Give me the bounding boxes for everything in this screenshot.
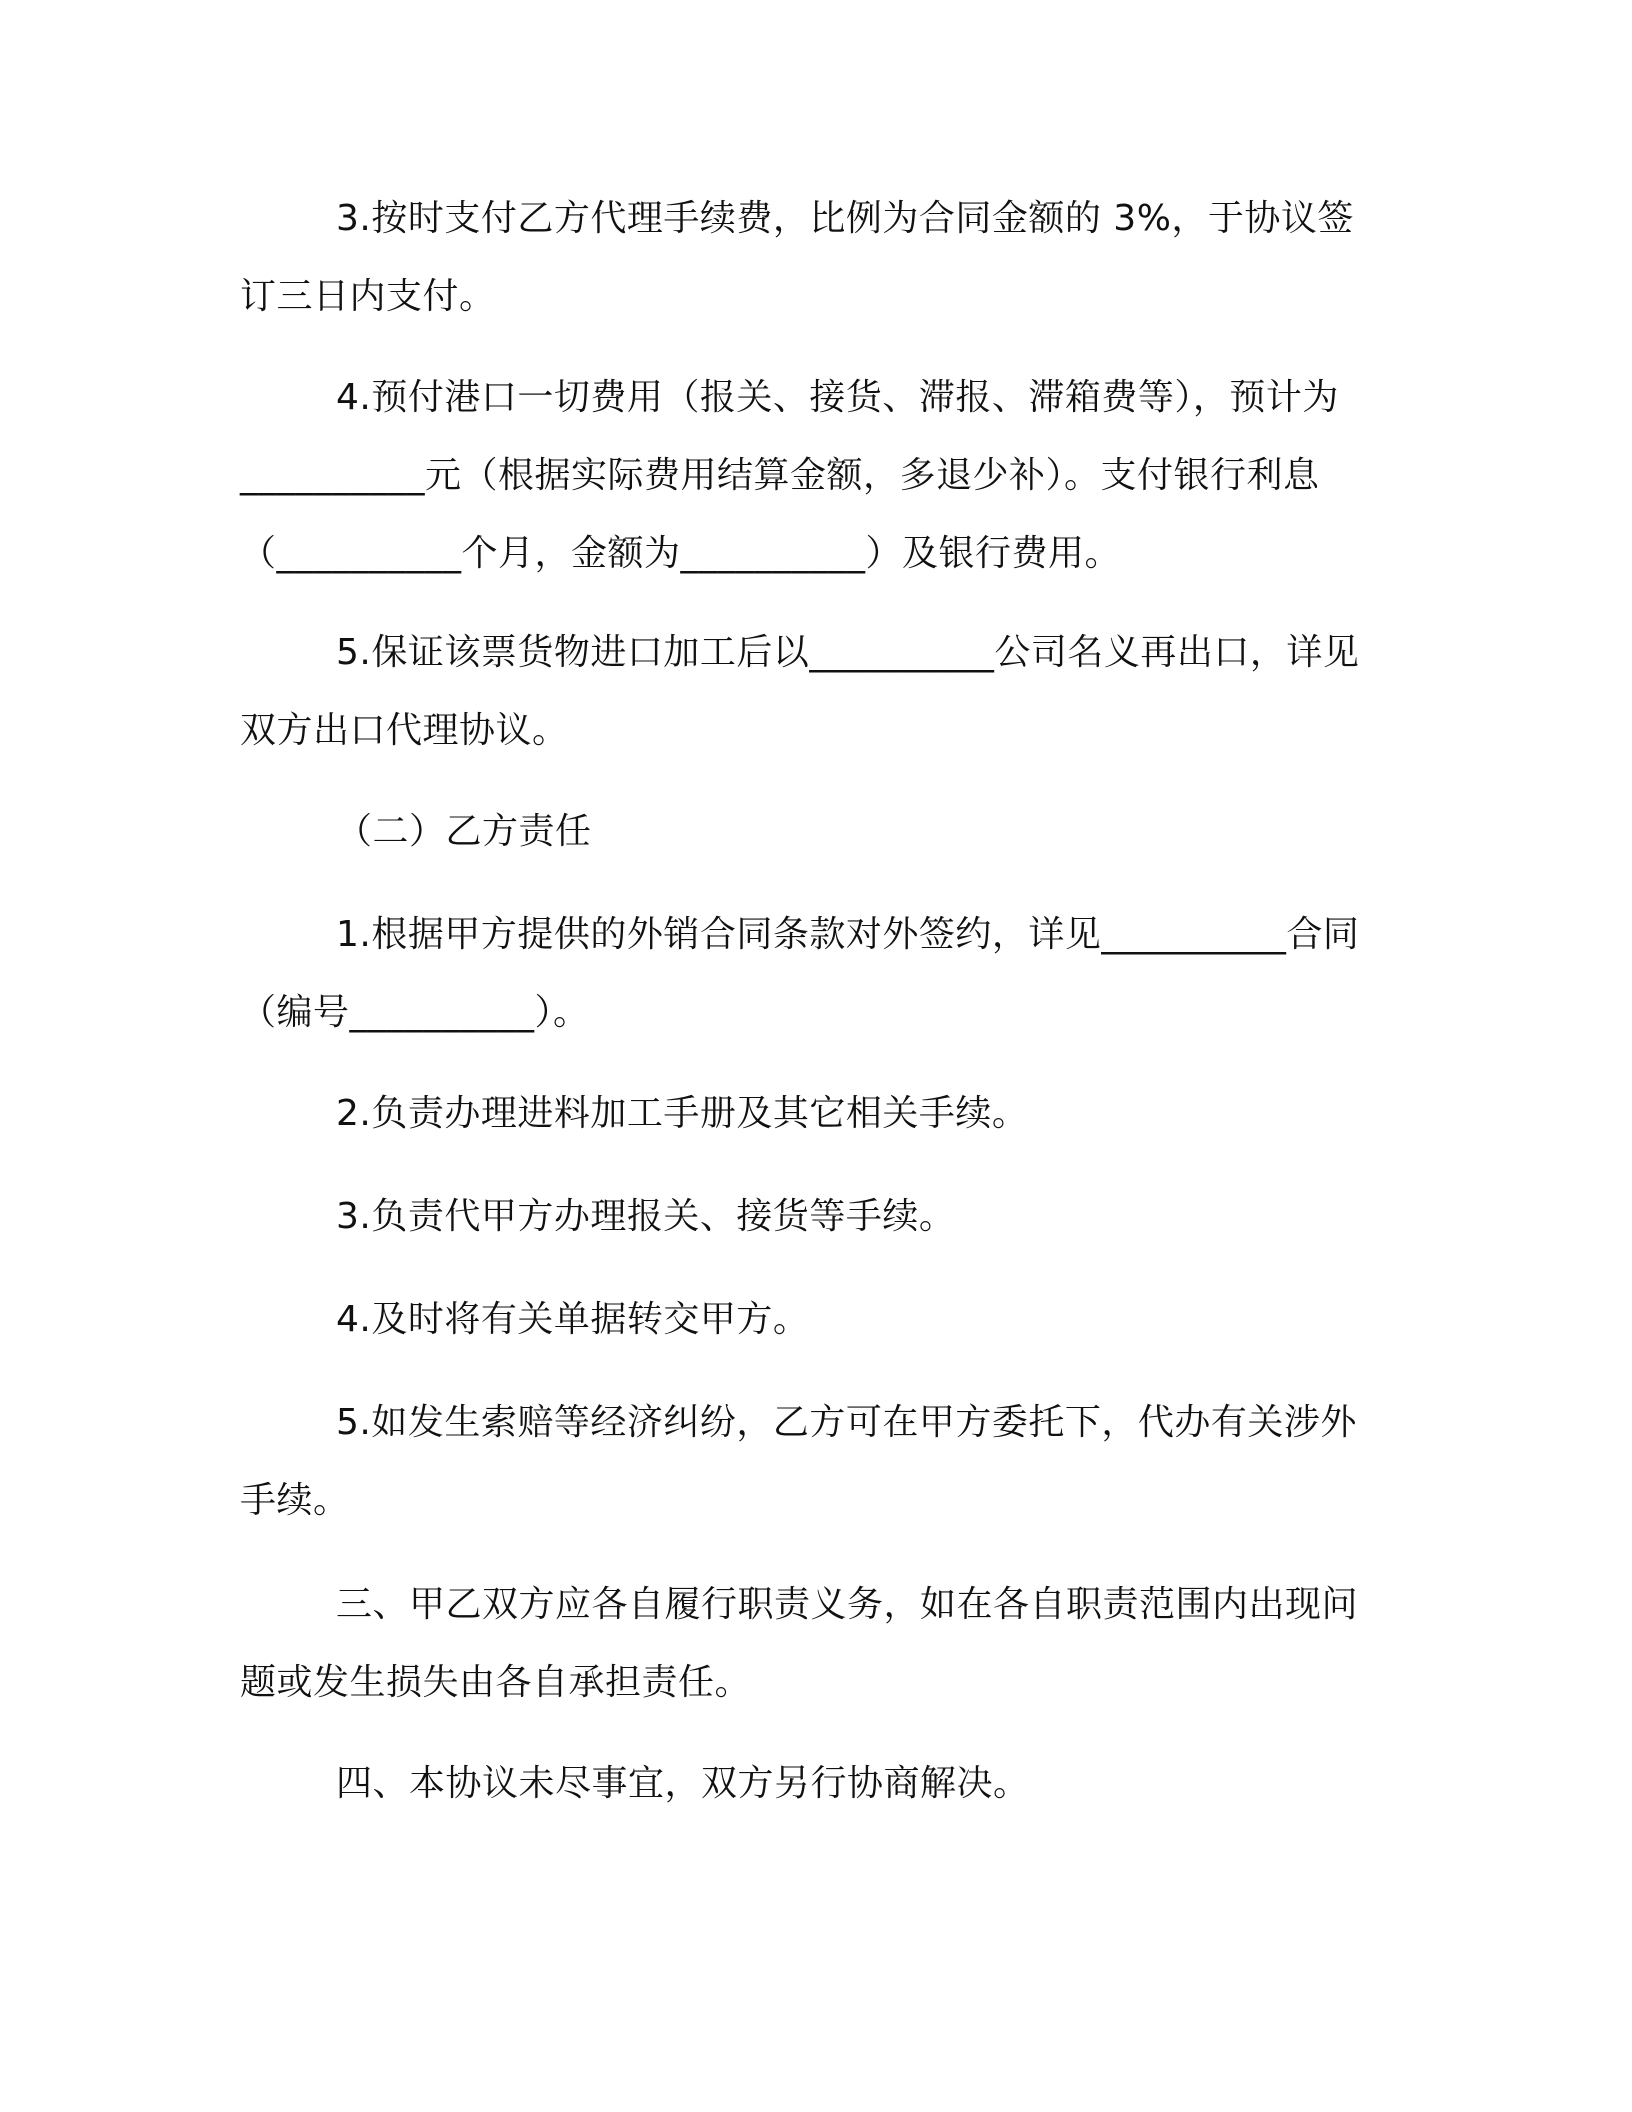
section-heading-text: （二）乙方责任 <box>336 811 592 852</box>
paragraph-line: 四、本协议未尽事宜，双方另行协商解决。 <box>336 1763 1030 1804</box>
paragraph-agent-fee <box>240 180 1380 336</box>
section-heading-party-b <box>240 793 1380 871</box>
paragraph-line: 3.按时支付乙方代理手续费，比例为合同金额的 3%，于协议签 <box>336 198 1354 239</box>
paragraph-customs <box>240 1178 1380 1256</box>
paragraph-line: （编号__________）。 <box>240 992 590 1033</box>
paragraph-line: 5.如发生索赔等经济纠纷，乙方可在甲方委托下，代办有关涉外 <box>336 1402 1357 1443</box>
paragraph-line: 题或发生损失由各自承担责任。 <box>240 1662 752 1703</box>
paragraph-processing-manual <box>240 1075 1380 1153</box>
paragraph-line: __________元（根据实际费用结算金额，多退少补）。支付银行利息 <box>240 455 1320 496</box>
paragraph-line: 3.负责代甲方办理报关、接货等手续。 <box>336 1196 956 1237</box>
paragraph-port-fees <box>240 359 1380 593</box>
paragraph-line: 4.预付港口一切费用（报关、接货、滞报、滞箱费等），预计为 <box>336 377 1339 418</box>
paragraph-documents <box>240 1281 1380 1359</box>
paragraph-line: 订三日内支付。 <box>240 276 496 317</box>
paragraph-line: 双方出口代理协议。 <box>240 710 569 751</box>
paragraph-line: 三、甲乙双方应各自履行职责义务，如在各自职责范围内出现问 <box>336 1584 1359 1625</box>
paragraph-responsibilities <box>240 1566 1380 1722</box>
paragraph-line: （__________个月，金额为__________）及银行费用。 <box>240 533 1122 574</box>
paragraph-line: 2.负责办理进料加工手册及其它相关手续。 <box>336 1093 1029 1134</box>
paragraph-line: 1.根据甲方提供的外销合同条款对外签约，详见__________合同 <box>336 914 1360 955</box>
paragraph-sign-contract <box>240 896 1380 1052</box>
paragraph-re-export <box>240 614 1380 770</box>
paragraph-line: 5.保证该票货物进口加工后以__________公司名义再出口，详见 <box>336 632 1360 673</box>
paragraph-disputes <box>240 1384 1380 1540</box>
paragraph-line: 手续。 <box>240 1480 350 1521</box>
paragraph-unresolved-matters <box>240 1745 1380 1823</box>
paragraph-line: 4.及时将有关单据转交甲方。 <box>336 1299 810 1340</box>
